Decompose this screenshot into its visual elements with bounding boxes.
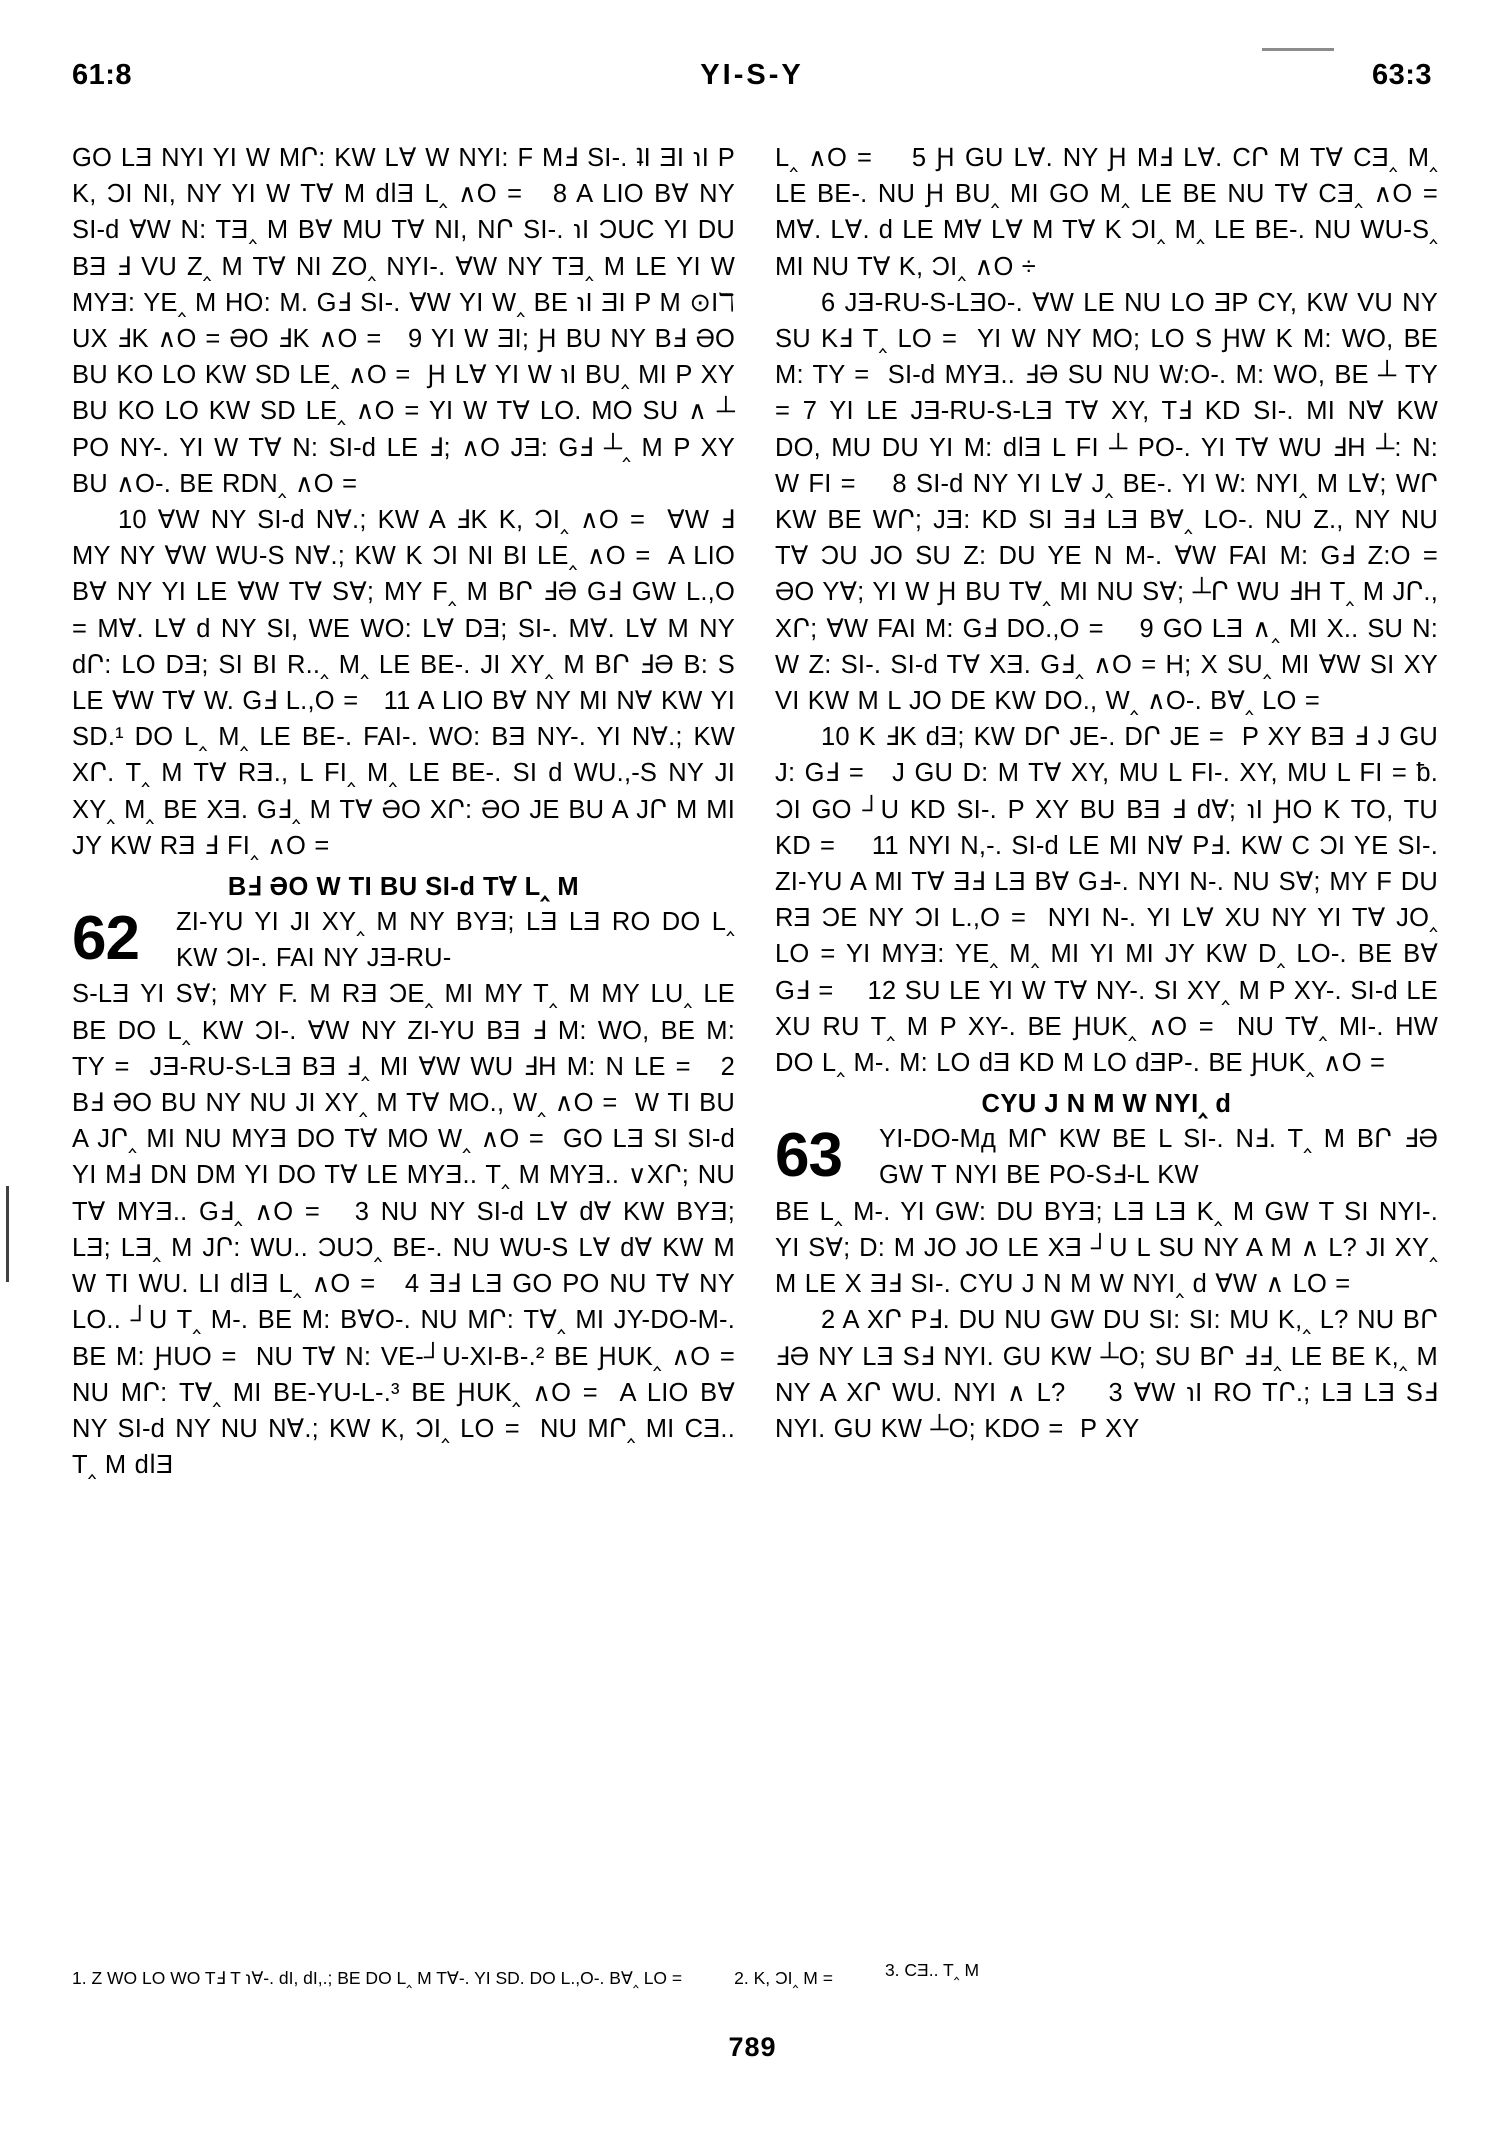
paragraph: 2 A XՐ PℲ. DU NU GW DU SI: SI: MU K,‸ L? NU BՐ ℲƏ NY LƎ SℲ NYI. GU KW ┴O; SU BՐ ℲℲ‸ LE BE K,‸ M NY A XՐ WU. NYI ∧ L? 3 ∀W ℩I RO TՐ.; LƎ LƎ SℲ NYI. GU KW ┴O; KDO = P XY [775, 1306, 1447, 1443]
chapter-body-text: S-LƎ YI S∀; MY F. M RƎ ƆE‸ MI MY T‸ M MY LU‸ LE BE DO L‸ KW ƆI-. ∀W NY ZI-YU BƎ Ⅎ M: WO, BE M: TY = JƎ-RU-S-LƎ BƎ Ⅎ‸ MI ∀W WU ℲH M: N LE = 2 BℲ ƏO BU NY NU JI XY‸ M T∀ MO., W‸ ∧O = W TI BU A JՐ‸ MI NU MYƎ DO T∀ MO W‸ ∧O = GO LƎ SI SI-d YI MℲ DN DM YI DO T∀ LE MYƎ.. T‸ M MYƎ.. ∨XՐ; NU T∀ MYƎ.. GℲ‸ ∧O = 3 NU NY SI-d L∀ d∀ KW BYƎ; LƎ; LƎ‸ M JՐ: WU.. ƆUƆ‸ BE-. NU WU-S L∀ d∀ KW M W TI WU. LI dاƎ L‸ ∧O = 4 ƎℲ LƎ GO PO NU T∀ NY LO.. ┘U T‸ M-. BE M: B∀O-. NU MՐ: T∀‸ MI JY-DO-M-. BE M: ԨUO = NU T∀ N: VE-┘U-XI-B-.² BE ԨUK‸ ∧O = NU MՐ: T∀‸ MI BE-YU-L-.³ BE ԨUK‸ ∧O = A LIO B∀ NY SI-d NY NU N∀.; KW K, ƆI‸ LO = NU MՐ‸ MI CƎ.. T‸ M dاƎ [72, 980, 752, 1480]
chapter-block-62 [72, 904, 752, 1483]
chapter-body-text: BE L‸ M-. YI GW: DU BYƎ; LƎ LƎ K‸ M GW T SI NYI-. YI S∀; D: M JO JO LE XƎ ┘U L SU NY A M ∧ L? JI XY‸ M LE X ƎℲ SI-. CYU J N M W NYI‸ d ∀W ∧ LO = [775, 1197, 1447, 1299]
page-number: 789 [728, 2032, 777, 2062]
footnote-3: 3. CƎ.. T‸ M [884, 1960, 980, 1980]
paragraph: 10 K ℲK dƎ; KW DՐ JE-. DՐ JE = P XY BƎ Ⅎ J GU J: GℲ = J GU D: M T∀ XY, MU L FI-. XY, MU L FI = ƀ. ƆI GO ┘U KD SI-. P XY BU BƎ Ⅎ d∀; ℩I ԨO K TO, TU KD = 11 NYI N,-. SI-d LE MI N∀ PℲ. KW C ƆI YE SI-. ZI-YU A MI T∀ ƎℲ LƎ B∀ GℲ-. NYI N-. NU S∀; MY F DU RƎ ƆE NY ƆI L.,O = NYI N-. YI L∀ XU NY YI T∀ JO‸ LO = YI MYƎ: YE‸ M‸ MI YI MI JY KW D‸ LO-. BE B∀ GℲ = 12 SU LE YI W T∀ NY-. SI XY‸ M P XY-. SI-d LE XU RU T‸ M P XY-. BE ԨUK‸ ∧O = NU T∀‸ MI-. HW DO L‸ M-. M: LO dƎ KD M LO dƎP-. BE ԨUK‸ ∧O = [775, 723, 1447, 1078]
page-edge-tick [6, 1186, 9, 1282]
chapter-opening-lines: YI-DO-Mд MՐ KW BE L SI-. NℲ. T‸ M BՐ ℲƏ GW T NYI BE PO-SℲ-L KW [879, 1125, 1447, 1190]
running-head-right-reference: 63:3 [1371, 58, 1432, 91]
section-heading: BℲ ƏO W TI BU SI-d T∀ L‸ M [227, 873, 580, 902]
section-heading: CYU J N M W NYI‸ d [981, 1090, 1232, 1119]
chapter-block-63 [775, 1121, 1447, 1302]
footnote-area [72, 1960, 1438, 1990]
left-text-column [72, 140, 752, 1930]
paragraph: L‸ ∧O = 5 Ԩ GU L∀. NY Ԩ MℲ L∀. CՐ M T∀ CƎ‸ M‸ LE BE-. NU Ԩ BU‸ MI GO M‸ LE BE NU T∀ CƎ‸ ∧O = M∀. L∀. d LE M∀ L∀ M T∀ K ƆI‸ M‸ LE BE-. NU WU-S‸ MI NU T∀ K, ƆI‸ ∧O ÷ [775, 144, 1455, 281]
paragraph: 10 ∀W NY SI-d N∀.; KW A ℲK K, ƆI‸ ∧O = ∀W Ⅎ MY NY ∀W WU-S N∀.; KW K ƆI NI BI LE‸ ∧O = A LIO B∀ NY YI LE ∀W T∀ S∀; MY F‸ M BՐ ℲƏ GℲ GW L.,O = M∀. L∀ d NY SI, WE WO: L∀ DƎ; SI-. M∀. L∀ M NY dՐ: LO DƎ; SI BI R..‸ M‸ LE BE-. JI XY‸ M BՐ ℲƏ B: S LE ∀W T∀ W. GℲ L.,O = 11 A LIO B∀ NY MI N∀ KW YI SD.¹ DO L‸ M‸ LE BE-. FAI-. WO: BƎ NY-. YI N∀.; KW XՐ. T‸ M T∀ RƎ., L FI‸ M‸ LE BE-. SI d WU.,-S NY JI XY‸ M‸ BE XƎ. GℲ‸ M T∀ ƏO XՐ: ƏO JE BU A JՐ M MI JY KW RƎ Ⅎ FI‸ ∧O = [72, 506, 744, 860]
paragraph: GO LƎ NYI YI W MՐ: KW L∀ W NYI: F MℲ SI-. ʇI ƎI ℩I P K, ƆI NI, NY YI W T∀ M dاƎ L‸ ∧O = 8 A LIO B∀ NY SI-d ∀W N: TƎ‸ M B∀ MU T∀ NI, NՐ SI-. ℩I ƆUC YI DU BƎ Ⅎ VU Z‸ M T∀ NI ZO‸ NYI-. ∀W NY TƎ‸ M LE YI W MYƎ: YE‸ M HO: M. GℲ SI-. ∀W YI W‸ BE ℩I ƎI P M ⊙Iℸ UX ℲK ∧O = ƏO ℲK ∧O = 9 YI W ƎI; Ԩ BU NY BℲ ƏO BU KO LO KW SD LE‸ ∧O = Ԩ L∀ YI W ℩I BU‸ MI P XY BU KO LO KW SD LE‸ ∧O = YI W T∀ LO. MO SU ∧ ┴ PO NY-. YI W T∀ N: SI-d LE Ⅎ; ∧O JƎ: GℲ ┴‸ M P XY BU ∧O-. BE RDN‸ ∧O = [72, 144, 744, 498]
running-head-book-title: YI-S-Y [700, 58, 804, 91]
footnote-1: 1. Z WO LO WO TℲ T ℩∀-. dI, dI,.; BE DO L‸ M T∀-. YI SD. DO L.,O-. B∀‸ LO = [72, 1968, 683, 1988]
two-column-text-body [72, 140, 1455, 1930]
chapter-number-dropcap: 62 [72, 904, 139, 974]
chapter-number-dropcap: 63 [775, 1121, 842, 1191]
footnote-2: 2. K, ƆI‸ M = [734, 1968, 833, 1988]
running-head-left-reference: 61:8 [72, 58, 133, 91]
right-text-column [775, 140, 1455, 1930]
chapter-opening-lines: ZI-YU YI JI XY‸ M NY BYƎ; LƎ LƎ RO DO L‸ KW ƆI-. FAI NY JƎ-RU- [176, 908, 744, 973]
running-head [72, 52, 1432, 98]
scan-artifact-mark [1262, 48, 1334, 51]
paragraph: 6 JƎ-RU-S-LƎO-. ∀W LE NU LO ƎP CY, KW VU NY SU KℲ T‸ LO = YI W NY MO; LO S ԨW K M: WO, BE M: TY = SI-d MYƎ.. ℲƏ SU NU W:O-. M: WO, BE ┴ TY = 7 YI LE JƎ-RU-S-LƎ T∀ XY, TℲ KD SI-. MI N∀ KW DO, MU DU YI M: dاƎ L FI ┴ PO-. YI T∀ WU ℲH ┴: N: W FI = 8 SI-d NY YI L∀ J‸ BE-. YI W: NYI‸ M L∀; WՐ KW BE WՐ; JƎ: KD SI ƎℲ LƎ B∀‸ LO-. NU Z., NY NU T∀ ƆU JO SU Z: DU YE N M-. ∀W FAI M: GℲ Z:O = ƏO Y∀; YI W Ԩ BU T∀‸ MI NU S∀; ┴Ր WU ℲH T‸ M JՐ., XՐ; ∀W FAI M: GℲ DO.,O = 9 GO LƎ ∧‸ MI X.. SU N: W Z: SI-. SI-d T∀ XƎ. GℲ‸ ∧O = H; X SU‸ MI ∀W SI XY VI KW M L JO DE KW DO., W‸ ∧O-. B∀‸ LO = [775, 288, 1455, 716]
